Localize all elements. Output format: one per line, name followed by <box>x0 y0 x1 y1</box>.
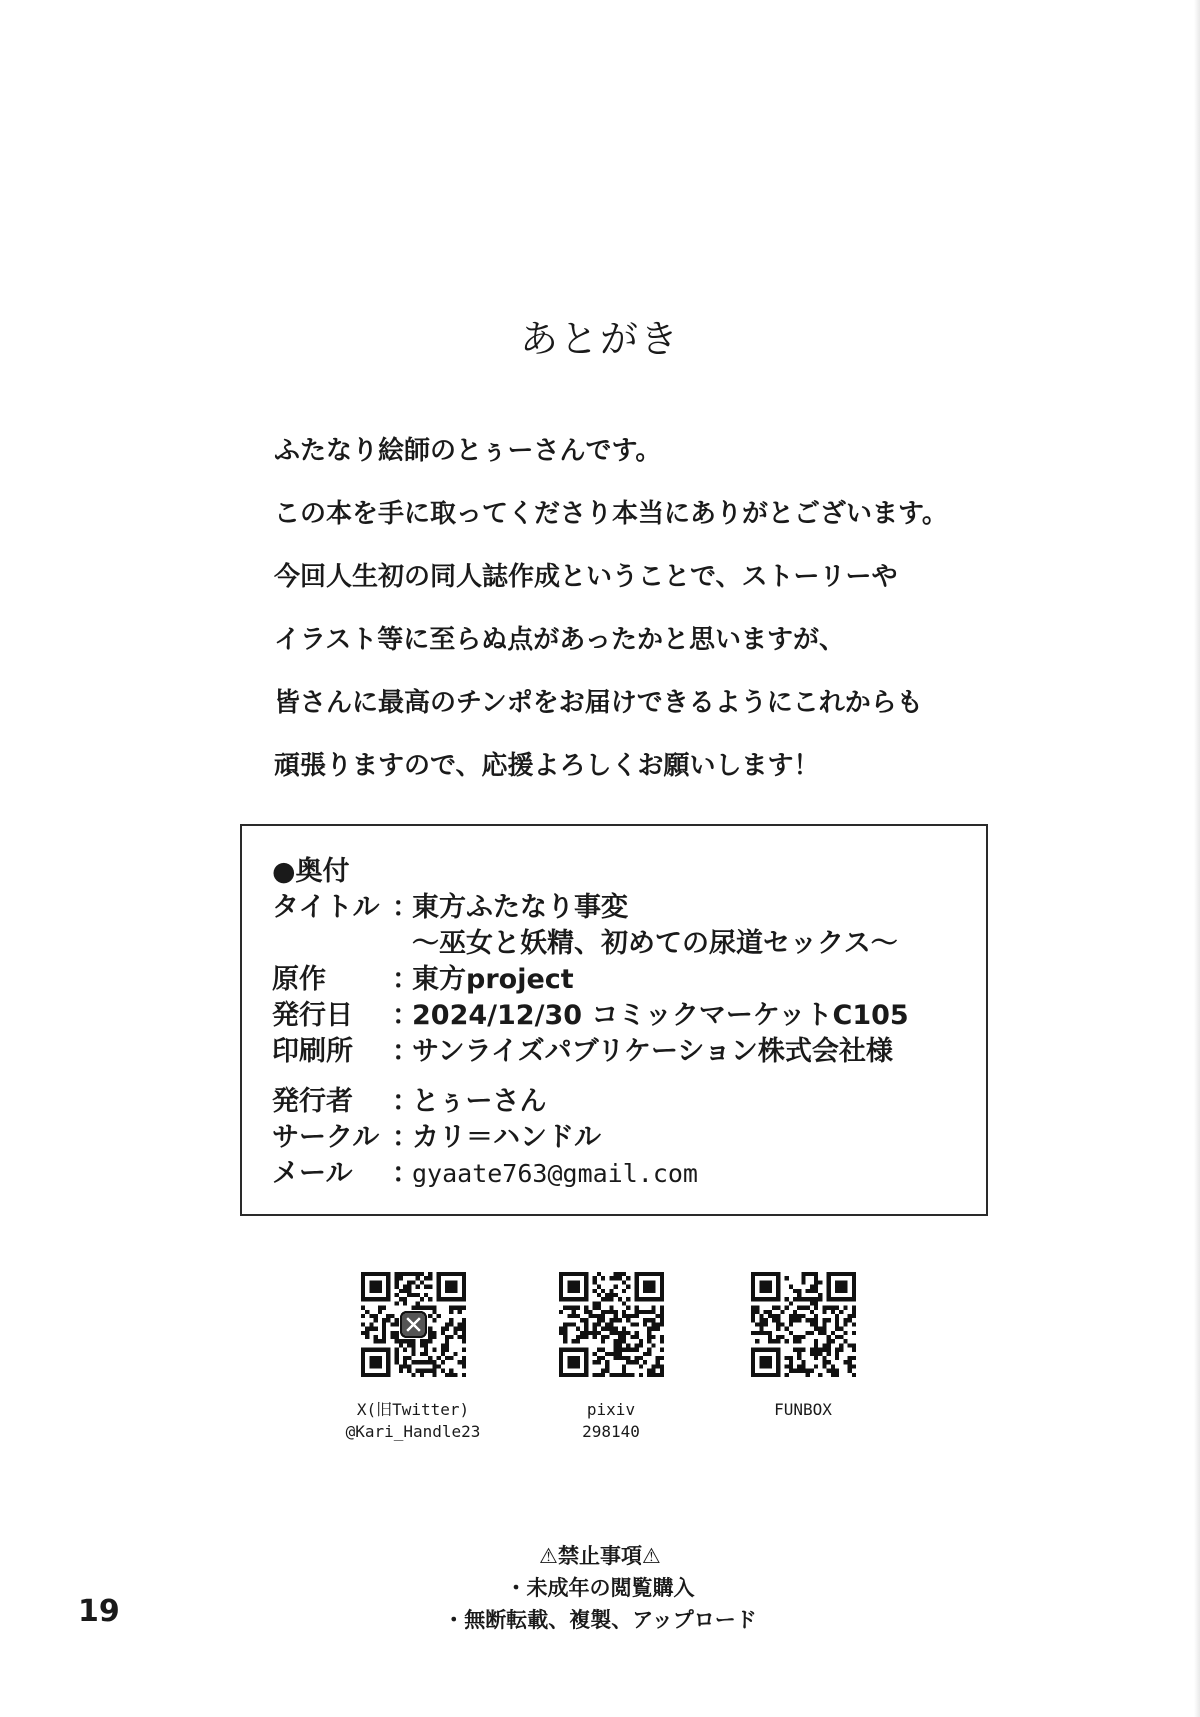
separator: ： <box>392 892 419 923</box>
afterword-body <box>274 420 974 798</box>
mail-label: メール <box>272 1158 353 1189</box>
afterword-line: 今回人生初の同人誌作成ということで、ストーリーや <box>274 562 898 592</box>
colophon-heading: ●奥付 <box>272 856 350 887</box>
mail-value: gyaate763@gmail.com <box>412 1159 698 1188</box>
qr-caption-x <box>313 1399 513 1443</box>
prohibition-notice <box>0 1540 1200 1636</box>
scan-edge <box>1194 0 1200 1717</box>
qr-caption-line: 298140 <box>582 1422 640 1441</box>
afterword-line: ふたなり絵師のとぅーさんです。 <box>274 436 662 466</box>
printer-value: サンライズパブリケーション株式会社様 <box>412 1036 893 1067</box>
qr-caption-pixiv <box>511 1399 711 1443</box>
circle-value: カリ＝ハンドル <box>412 1122 601 1153</box>
separator: ： <box>392 1158 419 1189</box>
colophon-row-subtitle <box>272 926 986 962</box>
separator: ： <box>392 964 419 995</box>
subtitle-value: ～巫女と妖精、初めての尿道セックス～ <box>412 928 898 959</box>
afterword-line: この本を手に取ってくださり本当にありがとございます。 <box>274 499 948 529</box>
qr-code-funbox[interactable] <box>751 1272 856 1377</box>
qr-code-pixiv[interactable] <box>559 1272 664 1377</box>
notice-title: ⚠禁止事項⚠ <box>539 1544 661 1568</box>
qr-code-x[interactable] <box>361 1272 466 1377</box>
notice-item: ・未成年の閲覧購入 <box>505 1576 695 1600</box>
printer-label: 印刷所 <box>272 1036 353 1067</box>
separator: ： <box>392 1122 419 1153</box>
colophon-row-date <box>272 998 986 1034</box>
colophon-heading-row <box>272 854 986 890</box>
original-value: 東方project <box>412 964 574 995</box>
qr-block-x <box>313 1272 513 1443</box>
separator: ： <box>392 1086 419 1117</box>
date-label: 発行日 <box>272 1000 353 1031</box>
title-value: 東方ふたなり事変 <box>412 892 628 923</box>
original-label: 原作 <box>272 964 326 995</box>
separator: ： <box>392 1000 419 1031</box>
x-logo-icon <box>400 1312 425 1337</box>
afterword-line: 頑張りますので、応援よろしくお願いします！ <box>274 751 820 781</box>
publisher-label: 発行者 <box>272 1086 353 1117</box>
qr-caption-line: X(旧Twitter) <box>356 1400 470 1419</box>
publisher-value: とぅーさん <box>412 1086 547 1117</box>
colophon-box <box>240 824 988 1216</box>
circle-label: サークル <box>272 1122 380 1153</box>
page-number: 19 <box>78 1594 120 1629</box>
title-label: タイトル <box>272 892 380 923</box>
colophon-row-mail <box>272 1156 986 1192</box>
qr-caption-line: FUNBOX <box>774 1400 832 1419</box>
afterword-heading: あとがき <box>519 317 680 361</box>
date-value: 2024/12/30 コミックマーケットC105 <box>412 1000 909 1031</box>
afterword-line: 皆さんに最高のチンポをお届けできるようにこれからも <box>274 688 923 718</box>
qr-caption-line: @Kari_Handle23 <box>345 1422 481 1441</box>
colophon-row-circle <box>272 1120 986 1156</box>
qr-block-funbox <box>703 1272 903 1421</box>
afterword-line: イラスト等に至らぬ点があったかと思いますが、 <box>274 625 845 655</box>
separator: ： <box>392 1036 419 1067</box>
colophon-row-publisher <box>272 1084 986 1120</box>
notice-item: ・無断転載、複製、アップロード <box>443 1608 757 1632</box>
colophon-row-title <box>272 890 986 926</box>
qr-caption-funbox <box>703 1399 903 1421</box>
colophon-row-printer <box>272 1034 986 1070</box>
colophon-row-original <box>272 962 986 998</box>
qr-block-pixiv <box>511 1272 711 1443</box>
qr-caption-line: pixiv <box>586 1400 636 1419</box>
